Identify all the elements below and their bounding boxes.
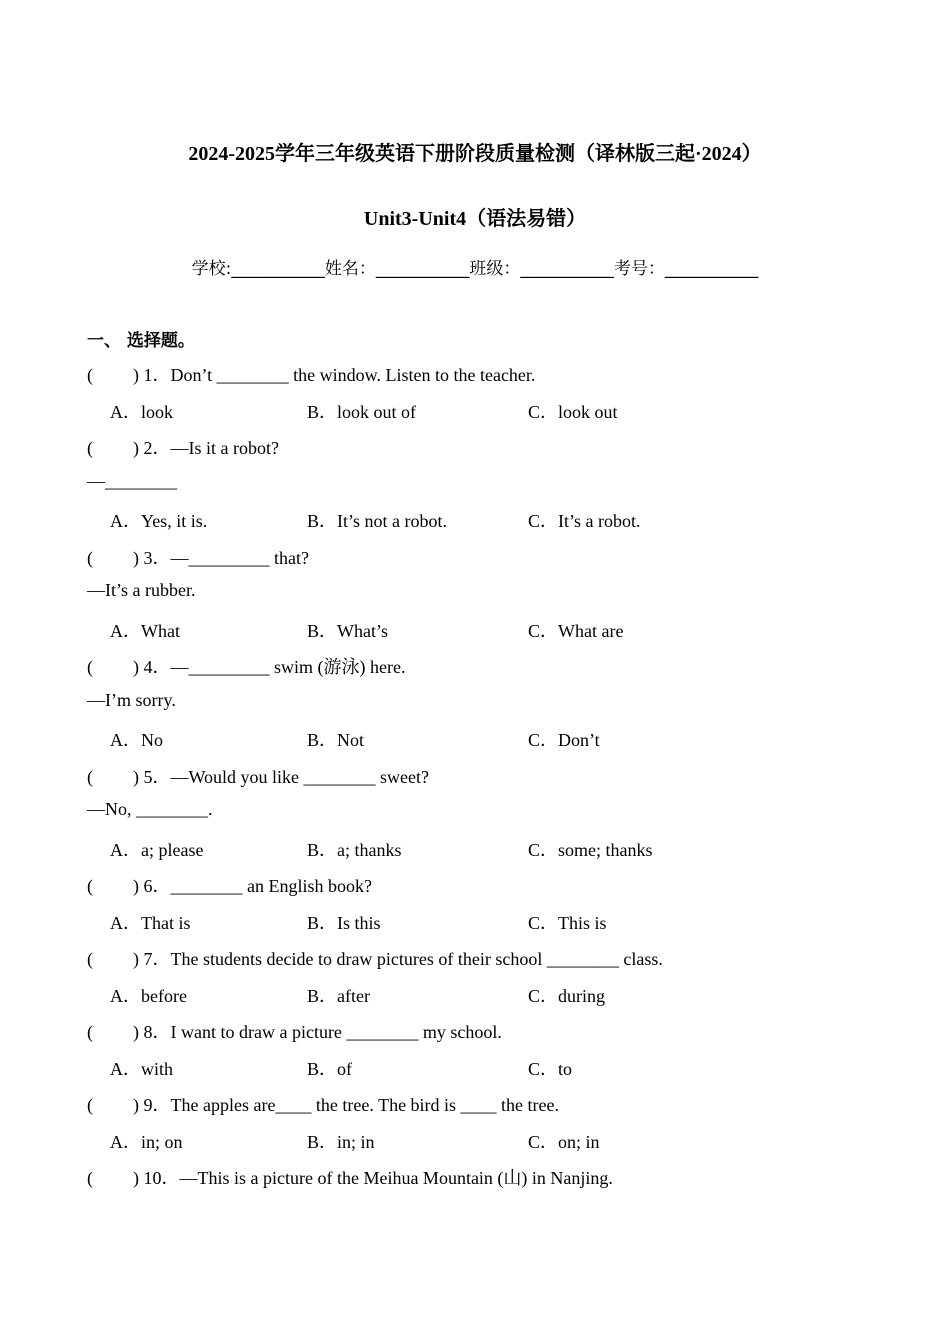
answer-bracket[interactable]: ( bbox=[87, 1168, 93, 1188]
answer-option[interactable]: B．It’s not a robot. bbox=[307, 511, 447, 531]
question-text: ) 10．—This is a picture of the Meihua Mountain (山) in Nanjing. bbox=[133, 1168, 613, 1188]
section-heading: 一、 选择题。 bbox=[87, 331, 195, 351]
dialogue-line: —I’m sorry. bbox=[87, 689, 176, 710]
answer-option[interactable]: A．look bbox=[110, 401, 173, 422]
question-text: ) 3．—_________ that? bbox=[133, 547, 309, 568]
answer-option[interactable]: B．a; thanks bbox=[307, 839, 402, 860]
answer-option[interactable]: A．before bbox=[110, 985, 187, 1006]
answer-bracket[interactable]: ( bbox=[87, 547, 93, 568]
answer-option[interactable]: A．in; on bbox=[110, 1131, 183, 1152]
question-text: ) 7．The students decide to draw pictures of their school ________ class. bbox=[133, 949, 663, 969]
answer-bracket[interactable]: ( bbox=[87, 1022, 93, 1042]
answer-bracket[interactable]: ( bbox=[87, 1095, 93, 1115]
answer-option[interactable]: C．What are bbox=[528, 620, 624, 641]
answer-option[interactable]: C．some; thanks bbox=[528, 839, 653, 860]
question-stem bbox=[87, 872, 372, 898]
question-stem bbox=[87, 763, 429, 789]
answer-option[interactable]: C．It’s a robot. bbox=[528, 511, 641, 531]
question-text: ) 4．—_________ swim (游泳) here. bbox=[133, 657, 406, 677]
answer-option[interactable]: B．Not bbox=[307, 730, 365, 750]
answer-option[interactable]: A．with bbox=[110, 1058, 173, 1079]
answer-option[interactable]: B．look out of bbox=[307, 401, 417, 422]
answer-option[interactable]: C．to bbox=[528, 1058, 573, 1079]
question-stem bbox=[87, 945, 663, 971]
student-info-line: 学校:___________姓名：___________班级：___________考号：___________ bbox=[191, 259, 759, 279]
answer-option[interactable]: C．This is bbox=[528, 912, 607, 933]
question-text: ) 2．—Is it a robot? bbox=[133, 438, 279, 458]
answer-option[interactable]: B．in; in bbox=[307, 1131, 375, 1152]
answer-bracket[interactable]: ( bbox=[87, 949, 93, 969]
dialogue-line: —It’s a rubber. bbox=[87, 580, 196, 600]
answer-bracket[interactable]: ( bbox=[87, 365, 93, 385]
question-text: ) 1．Don’t ________ the window. Listen to the teacher. bbox=[133, 365, 536, 385]
answer-option[interactable]: C．Don’t bbox=[528, 730, 600, 750]
answer-option[interactable]: B．What’s bbox=[307, 620, 388, 641]
answer-option[interactable]: A．a; please bbox=[110, 839, 204, 860]
answer-option[interactable]: B．of bbox=[307, 1058, 352, 1079]
page-subtitle: Unit3-Unit4（语法易错） bbox=[363, 208, 587, 230]
answer-option[interactable]: A．Yes, it is. bbox=[110, 511, 208, 531]
dialogue-line: —No, ________. bbox=[87, 799, 213, 819]
question-text: ) 9．The apples are____ the tree. The bird is ____ the tree. bbox=[133, 1095, 560, 1115]
question-text: ) 5．—Would you like ________ sweet? bbox=[133, 766, 430, 787]
answer-bracket[interactable]: ( bbox=[87, 766, 93, 787]
answer-option[interactable]: A．No bbox=[110, 730, 163, 750]
answer-bracket[interactable]: ( bbox=[87, 438, 93, 458]
answer-option[interactable]: C．on; in bbox=[528, 1131, 600, 1152]
question-stem bbox=[87, 361, 535, 387]
answer-option[interactable]: B．after bbox=[307, 985, 370, 1006]
question-stem bbox=[87, 1091, 559, 1117]
answer-option[interactable]: A．What bbox=[110, 620, 180, 641]
answer-bracket[interactable]: ( bbox=[87, 876, 93, 896]
answer-option[interactable]: B．Is this bbox=[307, 912, 381, 933]
answer-option[interactable]: C．during bbox=[528, 985, 606, 1006]
dialogue-line: —________ bbox=[87, 470, 177, 491]
question-stem bbox=[87, 1164, 613, 1190]
question-stem bbox=[87, 1018, 502, 1044]
question-text: ) 6．________ an English book? bbox=[133, 876, 372, 896]
question-text: ) 8．I want to draw a picture ________ my school. bbox=[133, 1022, 502, 1042]
page-title: 2024-2025学年三年级英语下册阶段质量检测（译林版三起·2024） bbox=[188, 143, 762, 165]
answer-bracket[interactable]: ( bbox=[87, 657, 93, 677]
question-stem bbox=[87, 544, 309, 570]
question-stem bbox=[87, 653, 405, 679]
question-stem bbox=[87, 434, 279, 460]
answer-option[interactable]: A．That is bbox=[110, 912, 191, 933]
answer-option[interactable]: C．look out bbox=[528, 401, 618, 422]
